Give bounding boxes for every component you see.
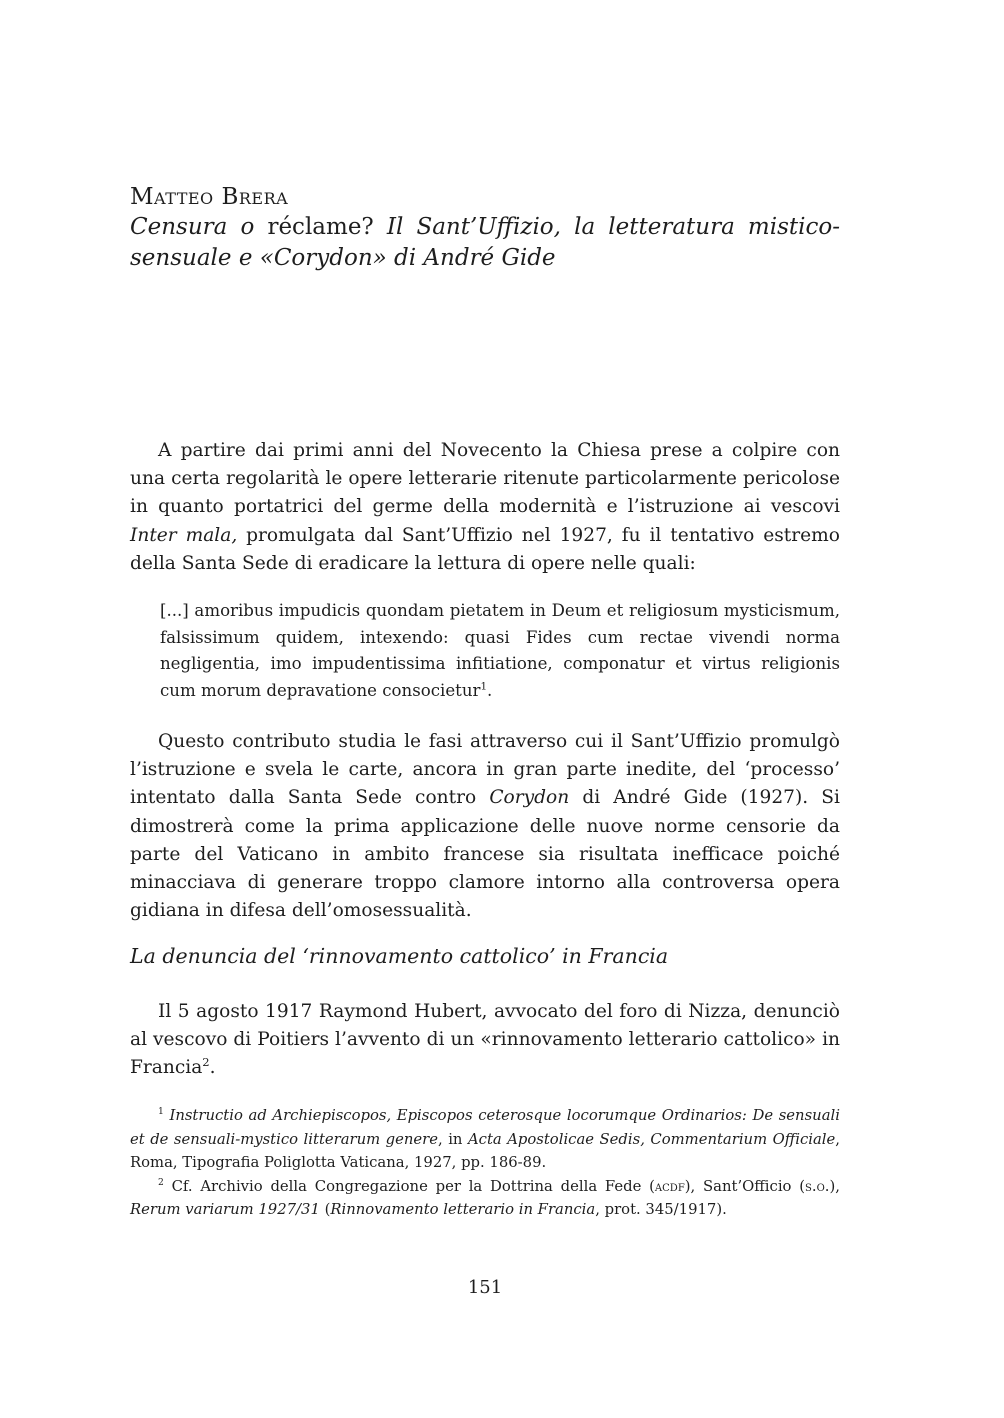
- footnote-ref-1[interactable]: 1: [480, 680, 487, 693]
- footnotes: [130, 1104, 840, 1222]
- paragraph-intro-text-b: promulgata dal Sant’Uffizio nel 1927, fu il tentativo estremo della Santa Sede di eradicare la lettura di opere nelle quali:: [130, 524, 840, 574]
- article-title: [130, 212, 840, 274]
- paragraph-contribution-text-b: di André Gide (1927). Si dimostrerà come la prima applicazione delle nuove norme censorie da parte del Vaticano in ambito francese sia risultata inefficace poiché minacciava di generare troppo clamore intorno alla controversa opera gidiana in difesa dell’omosessualità.: [130, 787, 840, 922]
- paragraph-denuncia: Il 5 agosto 1917 Raymond Hubert, avvocato del foro di Nizza, denunciò al vescovo di Poitiers l’avvento di un «rinnovamento letterario cattolico» in Francia$^2$.: [130, 1001, 840, 1079]
- paper-page: [130, 0, 840, 1418]
- title-part-2: réclame?: [267, 214, 374, 240]
- paragraph-contribution-italic-title: Corydon: [489, 787, 570, 809]
- title-part-3: Il Sant’Uffizio, la letteratura mistico-sensuale e «Corydon» di André Gide: [130, 214, 840, 271]
- footnote-ref-2[interactable]: 2: [202, 1055, 210, 1070]
- section-heading: La denuncia del ‘rinnovamento cattolico’ in Francia: [130, 944, 669, 968]
- title-part-1: Censura o: [130, 214, 255, 240]
- paragraph-intro-text-a: A partire dai primi anni del Novecento la Chiesa prese a colpire con una certa regolarità le opere letterarie ritenute particolarmente pericolose in quanto portatrici del germe della modernità e l’istruzione ai vescovi: [130, 440, 840, 518]
- footnote-2-number: 2: [158, 1176, 164, 1188]
- paragraph-denuncia-text: Il 5 agosto 1917 Raymond Hubert, avvocato del foro di Nizza, denunciò al vescovo di Poitiers l’avvento di un «rinnovamento letterario cattolico» in Francia: [130, 1001, 840, 1079]
- footnote-1-number: 1: [158, 1106, 164, 1118]
- latin-blockquote: [...] amoribus impudicis quondam pietatem in Deum et religiosum mysticismum, falsissimum quidem, intexendo: quasi Fides cum rectae vivendi norma negligentia, imo impudentissima infitiatione, componatur et virtus religionis cum morum depravatione consocietur$^1$.: [160, 601, 840, 700]
- author-name: Matteo Brera: [130, 184, 289, 210]
- paragraph-contribution: [130, 728, 840, 925]
- footnote-2: $^2$ Cf. Archivio della Congregazione per la Dottrina della Fede (acdf), Sant’Officio (s.o.), Rerum variarum 1927/31 (Rinnovamento letterario in Francia, prot. 345/1917).: [130, 1176, 840, 1218]
- paragraph-intro: [130, 437, 840, 578]
- blockquote-text: [...] amoribus impudicis quondam pietatem in Deum et religiosum mysticismum, falsissimum quidem, intexendo: quasi Fides cum rectae vivendi norma negligentia, imo impudentissima infitiatione, componatur et virtus religionis cum morum depravatione consocietur: [160, 601, 840, 700]
- page-number: 151: [467, 1277, 503, 1298]
- footnote-1: $^1$ Instructio ad Archiepiscopos, Episcopos ceterosque locorumque Ordinarios: De sensuali et de sensuali-mystico litterarum genere, in Acta Apostolicae Sedis, Commentarium Officiale, Roma, Tipografia Poliglotta Vaticana, 1927, pp. 186-89.: [130, 1106, 840, 1171]
- paragraph-contribution-text-a: Questo contributo studia le fasi attraverso cui il Sant’Uffizio promulgò l’istruzione e svela le carte, ancora in gran parte inedite, del ‘processo’ intentato dalla Santa Sede contro: [130, 731, 840, 809]
- paragraph-intro-italic-title: Inter mala,: [130, 524, 238, 546]
